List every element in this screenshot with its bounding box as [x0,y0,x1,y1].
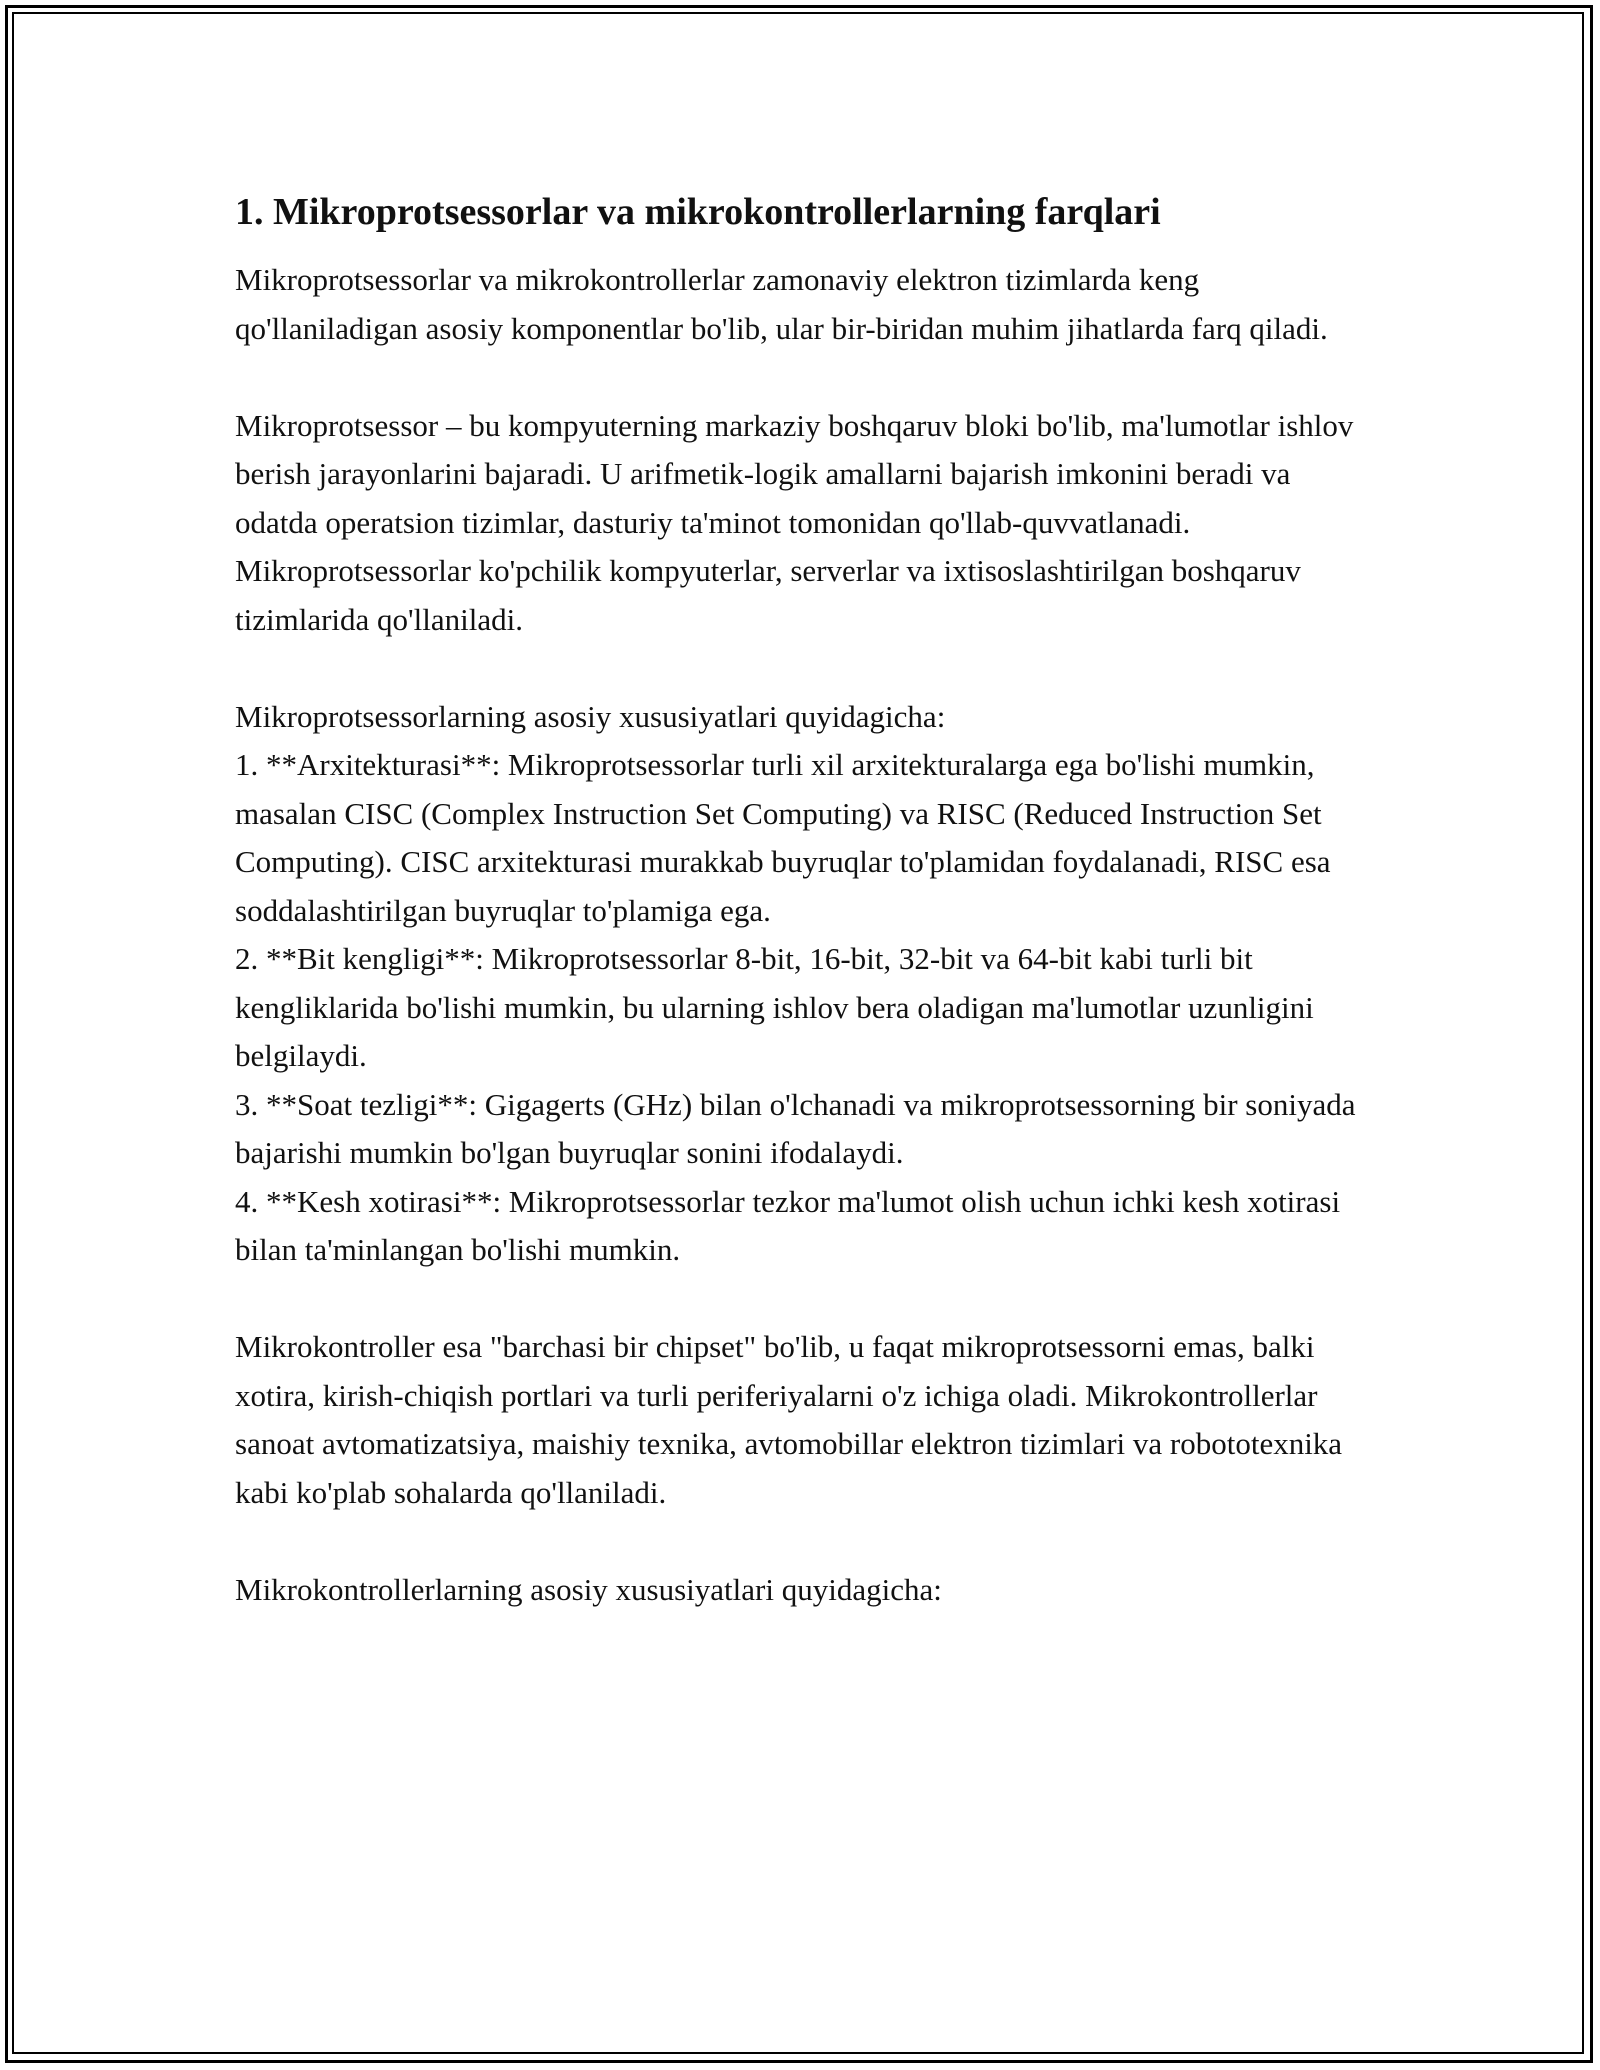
feature-item-architecture: 1. **Arxitekturasi**: Mikroprotsessorlar turli xil arxitekturalarga ega bo'lishi mumkin, masalan CISC (Complex Instruction Set Computing) va RISC (Reduced Instruction Set Computing). CISC arxitekturasi murakkab buyruqlar to'plamidan foydalanadi, RISC esa soddalashtirilgan buyruqlar to'plamiga ega. [235,747,1331,928]
section-heading: 1. Mikroprotsessorlar va mikrokontrollerlarning farqlari [235,191,1161,233]
microcontroller-definition-paragraph: Mikrokontroller esa "barchasi bir chipset" bo'lib, u faqat mikroprotsessorni emas, balki xotira, kirish-chiqish portlari va turli periferiyalarni o'z ichiga oladi. Mikrokontrollerlar sanoat avtomatizatsiya, maishiy texnika, avtomobillar elektron tizimlari va robototexnika kabi ko'plab sohalarda qo'llaniladi. [235,1329,1343,1510]
feature-item-bit-width: 2. **Bit kengligi**: Mikroprotsessorlar 8-bit, 16-bit, 32-bit va 64-bit kabi turli bit kengliklarida bo'lishi mumkin, bu ularning ishlov bera oladigan ma'lumotlar uzunligini belgilaydi. [235,941,1314,1073]
microprocessor-features-intro: Mikroprotsessorlarning asosiy xususiyatlari quyidagicha: [235,698,946,734]
intro-paragraph: Mikroprotsessorlar va mikrokontrollerlar zamonaviy elektron tizimlarda keng qo'llaniladigan asosiy komponentlar bo'lib, ular bir-biridan muhim jihatlarda farq qiladi. [235,262,1328,346]
document-body [235,186,1365,1663]
microprocessor-features-block [235,693,1365,1275]
microcontroller-features-intro: Mikrokontrollerlarning asosiy xususiyatlari quyidagicha: [235,1571,942,1607]
feature-item-cache: 4. **Kesh xotirasi**: Mikroprotsessorlar tezkor ma'lumot olish uchun ichki kesh xotirasi bilan ta'minlangan bo'lishi mumkin. [235,1183,1341,1267]
feature-item-clock-speed: 3. **Soat tezligi**: Gigagerts (GHz) bilan o'lchanadi va mikroprotsessorning bir soniyada bajarishi mumkin bo'lgan buyruqlar sonini ifodalaydi. [235,1086,1356,1170]
microprocessor-definition-paragraph: Mikroprotsessor – bu kompyuterning markaziy boshqaruv bloki bo'lib, ma'lumotlar ishlov berish jarayonlarini bajaradi. U arifmetik-logik amallarni bajarish imkonini beradi va odatda operatsion tizimlar, dasturiy ta'minot tomonidan qo'llab-quvvatlanadi. Mikroprotsessorlar ko'pchilik kompyuterlar, serverlar va ixtisoslashtirilgan boshqaruv tizimlarida qo'llaniladi. [235,407,1354,637]
